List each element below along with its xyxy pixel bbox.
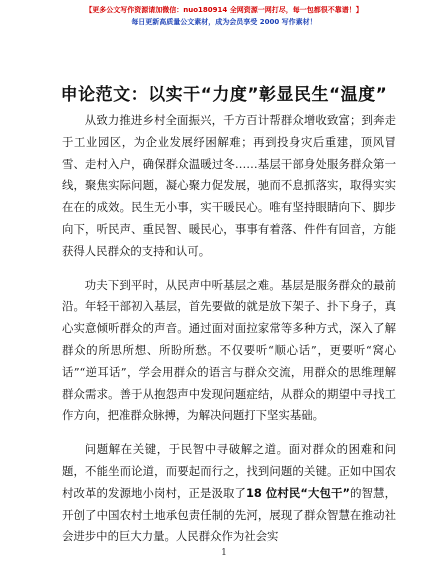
paragraph-3-end: 的智慧，开创了中国农村土地承包责任制的先河，展现了群众智慧在推动社会进步中的巨大力量。人民群众作为社会实 [62, 485, 396, 544]
promo-banner-line-2: 每日更新高质量公文素材，成为会员享受 2000 写作素材！ [131, 18, 317, 26]
article-title: 申论范文：以实干“力度”彰显民生“温度” [60, 85, 388, 105]
paragraph-2: 功夫下到平时，从民声中听基层之难。基层是服务群众的最前沿。年轻干部初入基层，首先要做的就是放下架子、扑下身子，真心实意倾听群众的声音。通过面对面拉家常等多种方式，深入了解群众的所思所想、所盼所愁。不仅要听“顺心话”，更要听“窝心话”“逆耳话”，学会用群众的语言与群众交流，用群众的思维理解群众需求。善于从抱怨声中发现问题症结，从群众的期望中寻找工作方向，把准群众脉搏，为解决问题打下坚实基础。 [62, 277, 396, 423]
paragraph-1: 从致力推进乡村全面振兴，千方百计帮群众增收致富；到奔走于工业园区，为企业发展纾困解难；再到投身灾后重建，顶风冒雪、走村入户，确保群众温暖过冬……基层干部身处服务群众第一线，聚焦实际问题，凝心聚力促发展，驰而不息抓落实，取得实实在在的成效。民生无小事，实干暖民心。唯有坚持眼睛向下、脚步向下，听民声、重民智、暖民心，事事有着落、件件有回音，方能获得人民群众的支持和认可。 [62, 113, 396, 258]
paragraph-3-start: 问题解在关键，于民智中寻破解之道。面对群众的困难和问题，不能坐而论道，而要起而行之，找到问题的关键。正如中国农村改革的发源地小岗村，正是汲取了 [62, 442, 396, 500]
promo-banner [0, 4, 448, 28]
paragraph-3 [62, 439, 396, 548]
paragraph-3-bold: 18 位村民“大包干” [245, 485, 350, 500]
page-number: 1 [221, 548, 227, 558]
promo-banner-line-1: 【更多公文写作资源请加微信：nuo180914 全网资源一网打尽，每一包都很不靠谱！】 [85, 6, 363, 14]
article-body [62, 110, 396, 560]
